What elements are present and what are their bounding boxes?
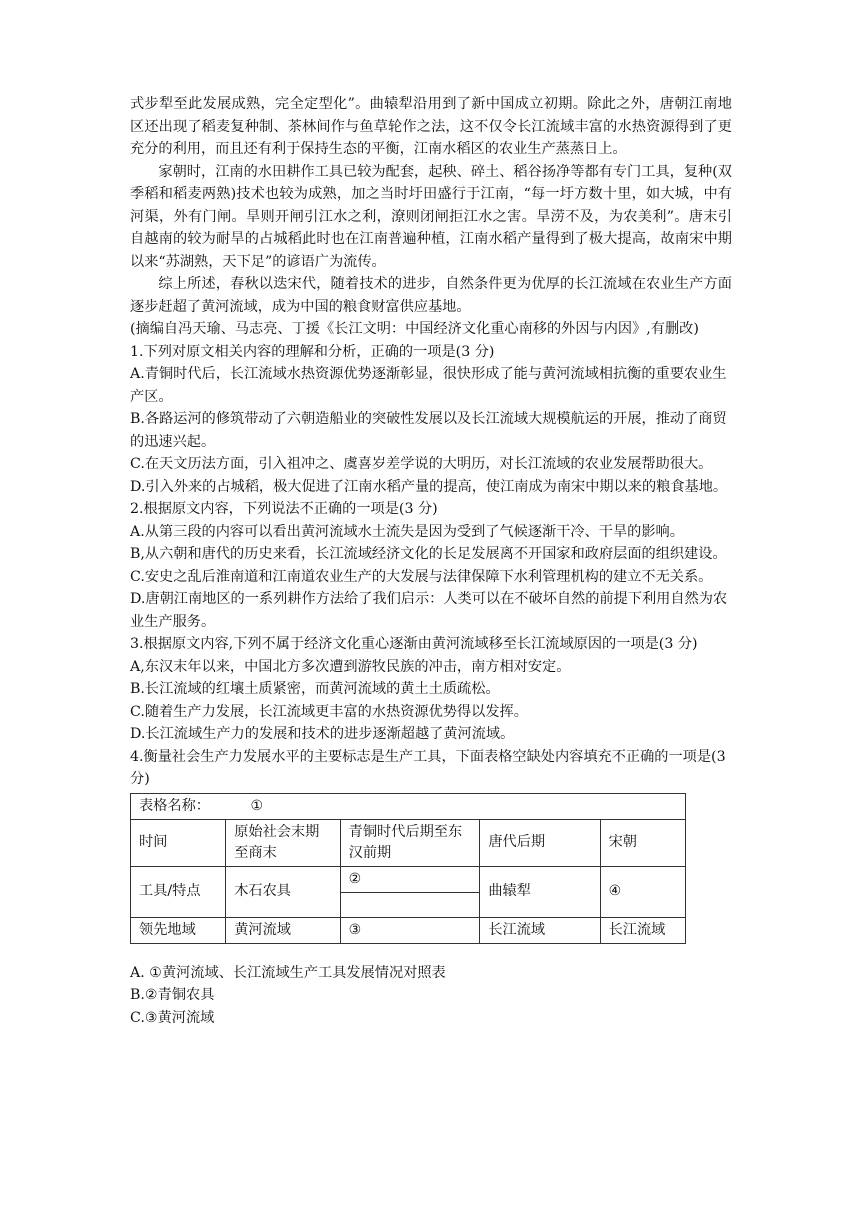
table-cell [340,892,480,917]
table-cell: 曲辕犁 [480,866,600,917]
table-cell: 长江流域 [600,917,685,943]
option[interactable]: C.安史之乱后淮南道和江南道农业生产的大发展与法律保障下水利管理机构的建立不无关系。 [130,568,713,585]
table-header-row [131,819,686,866]
option[interactable]: A.青铜时代后，长江流域水热资源优势逐渐彰显，很快形成了能与黄河流域相抗衡的重要农业生产区。 [130,366,727,405]
question-stem: 3.根据原文内容,下列不属于经济文化重心逐渐由黄河流域移至长江流域原因的一项是(3 分) [130,636,698,652]
option[interactable]: C.在天文历法方面，引入祖冲之、虞喜岁差学说的大明历，对长江流域的农业发展帮助很大。 [130,456,713,472]
option[interactable]: B.②青铜农具 [130,987,215,1003]
table-title-row [131,793,686,819]
table-cell: 时间 [131,819,226,866]
document-page [130,93,732,1029]
question-stem: 4.衡量社会生产力发展水平的主要标志是生产工具，下面表格空缺处内容填充不正确的一项是(3 分) [130,748,726,787]
question-3 [130,633,732,746]
option[interactable]: B,从六朝和唐代的历史来看，长江流域经济文化的长足发展离不开国家和政府层面的组织建设。 [130,546,727,562]
option[interactable]: B.长江流域的红壤土质紧密，而黄河流域的黄土土质疏松。 [130,681,500,697]
table-cell: 青铜时代后期至东汉前期 [340,819,480,866]
table-cell-blank: ③ [340,917,480,943]
table-cell: 黄河流域 [226,917,340,943]
table-row [131,866,686,892]
table-title-blank: ① [250,797,264,814]
option[interactable]: A. ①黄河流域、长江流域生产工具发展情况对照表 [130,964,446,981]
passage-paragraph: 式步犁至此发展成熟，完全定型化”。曲辕犁沿用到了新中国成立初期。除此之外，唐朝江南地区还出现了稻麦复种制、茶林间作与鱼草轮作之法，这不仅令长江流域丰富的水热资源得到了更充分的利用，而且还有利于保持生态的平衡，江南水稻区的农业生产蒸蒸日上。 [130,96,732,157]
table-cell: 木石农具 [226,866,340,917]
comparison-table [130,793,686,944]
passage-paragraph: 家朝时，江南的水田耕作工具已较为配套，起秧、碎土、稻谷扬净等都有专门工具，复种(双季稻和稻麦两熟)技术也较为成熟，加之当时圩田盛行于江南，“每一圩方数十里，如大城，中有河渠，外有门闸。旱则开闸引江水之利，潦则闭闸拒江水之害。旱涝不及，为农美利”。唐末引自越南的较为耐旱的占城稻此时也在江南普遍种植，江南水稻产量得到了极大提高，故南宋中期以来“苏湖熟，天下足”的谚语广为流传。 [130,163,732,270]
option[interactable]: D.唐朝江南地区的一系列耕作方法给了我们启示：人类可以在不破坏自然的前提下利用自然为农业生产服务。 [130,591,728,630]
option[interactable]: D.引入外来的占城稻，极大促进了江南水稻产量的提高，使江南成为南宋中期以来的粮食基地。 [130,478,728,495]
option[interactable]: A,东汉末年以来，中国北方多次遭到游牧民族的冲击，南方相对安定。 [130,658,571,675]
option[interactable]: C.随着生产力发展，长江流域更丰富的水热资源优势得以发挥。 [130,703,528,720]
table-cell: 唐代后期 [480,819,600,866]
table-cell: 长江流域 [480,917,600,943]
option[interactable]: D.长江流域生产力的发展和技术的进步逐渐超越了黄河流域。 [130,726,515,742]
source-citation: (摘编自冯天瑜、马志亮、丁援《长江文明：中国经济文化重心南移的外因与内因》,有删改) [130,321,699,337]
table-cell: 原始社会末期至商末 [226,819,340,866]
table-row [131,917,686,943]
table-cell-blank: ④ [600,866,685,917]
option[interactable]: B.各路运河的修筑带动了六朝造船业的突破性发展以及长江流域大规模航运的开展，推动了商贸的迅速兴起。 [130,411,727,450]
question-4 [130,746,732,1030]
q4-options [130,962,732,1030]
table-cell: 宋朝 [600,819,685,866]
option[interactable]: A.从第三段的内容可以看出黄河流域水土流失是因为受到了气候逐渐干冷、干旱的影响。 [130,523,684,540]
table-cell: 工具/特点 [131,866,226,917]
table-cell: 领先地域 [131,917,226,943]
option[interactable]: C.③黄河流域 [130,1009,215,1026]
table-cell-blank: ② [340,866,480,892]
table-title-label: 表格名称： [139,797,210,814]
question-2 [130,498,732,633]
question-stem: 2.根据原文内容，下列说法不正确的一项是(3 分) [130,501,438,517]
question-stem: 1.下列对原文相关内容的理解和分析，正确的一项是(3 分) [130,343,495,360]
question-1 [130,341,732,499]
passage-paragraph: 综上所述，春秋以迭宋代，随着技术的进步，自然条件更为优厚的长江流域在农业生产方面逐步赶超了黄河流域，成为中国的粮食财富供应基地。 [130,276,732,315]
